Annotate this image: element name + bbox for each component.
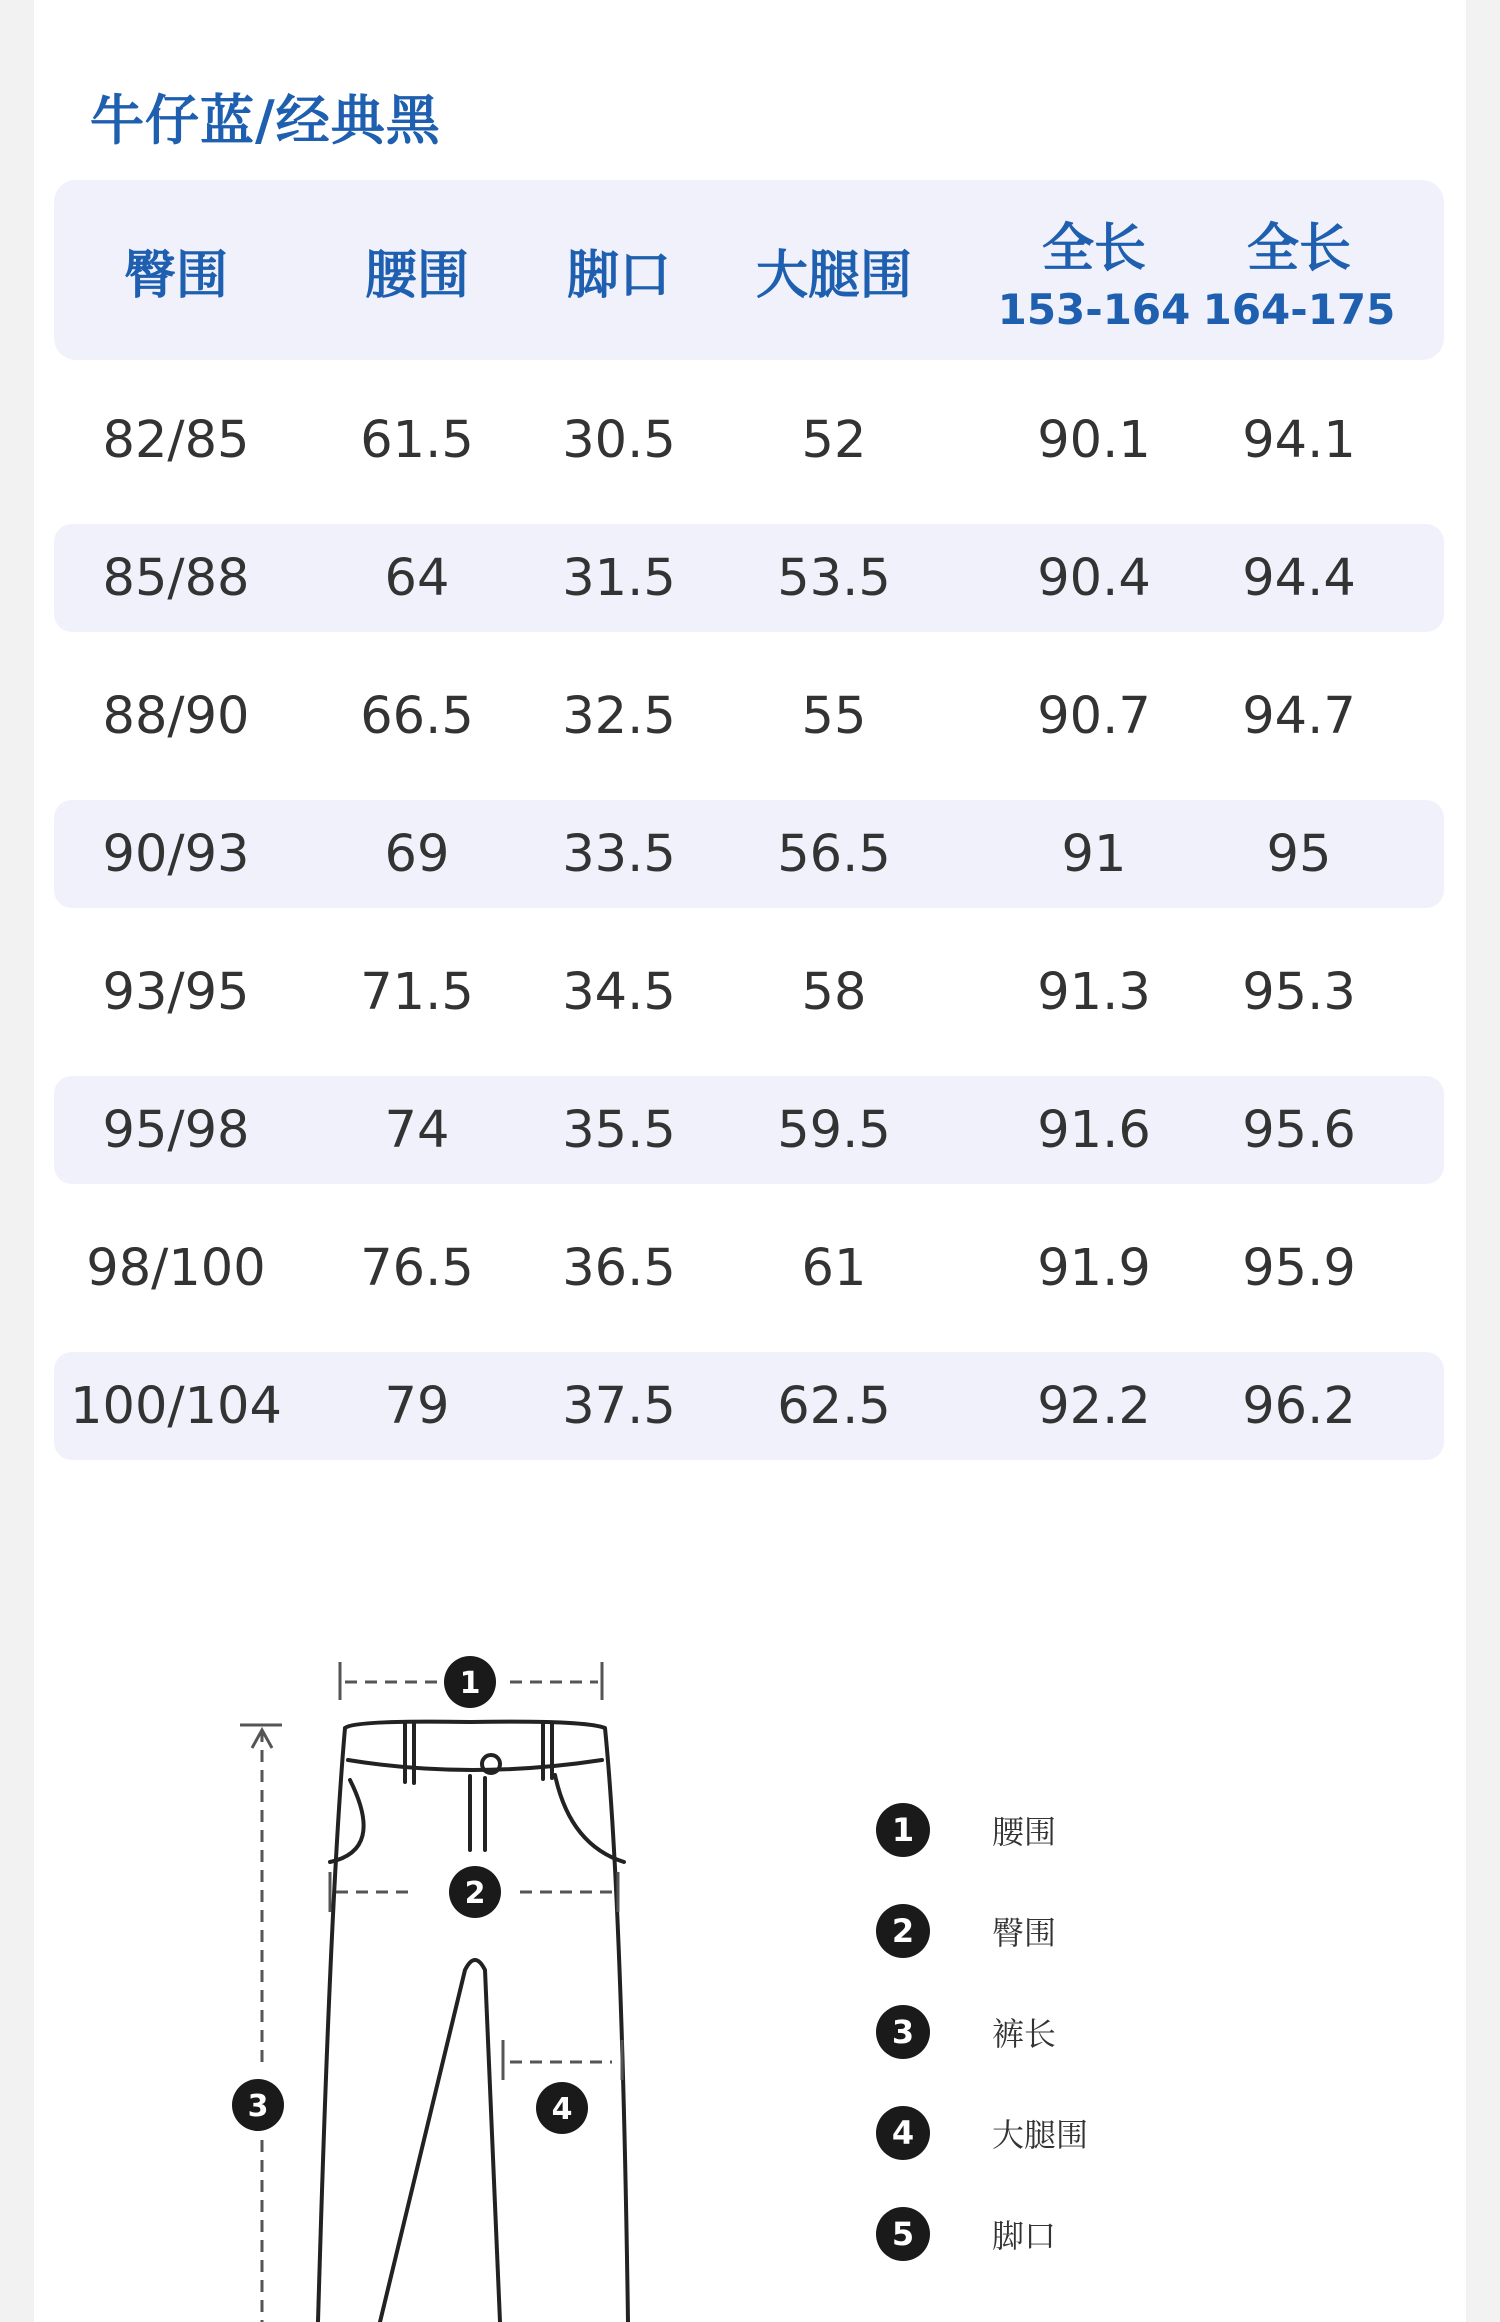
cell-thigh: 55 xyxy=(801,686,867,746)
measure-marker-4 xyxy=(536,2082,588,2134)
svg-text:1: 1 xyxy=(459,1666,481,1701)
cell-waist: 66.5 xyxy=(360,686,474,746)
cell-thigh: 58 xyxy=(801,962,867,1022)
cell-hip: 100/104 xyxy=(70,1376,282,1436)
svg-text:2: 2 xyxy=(464,1876,486,1911)
table-row xyxy=(54,800,1444,908)
header-length-tall xyxy=(1184,180,1414,360)
table-row xyxy=(54,1352,1444,1460)
cell-length-tall: 96.2 xyxy=(1242,1376,1356,1436)
cell-thigh: 52 xyxy=(801,410,867,470)
table-header xyxy=(54,180,1444,360)
legend-label: 大腿围 xyxy=(992,2116,1089,2154)
legend-label: 臀围 xyxy=(992,1914,1057,1952)
table-row xyxy=(54,524,1444,632)
legend-badge: 1 xyxy=(876,1803,930,1857)
cell-waist: 74 xyxy=(384,1100,450,1160)
measure-marker-2 xyxy=(449,1866,501,1918)
measure-marker-3 xyxy=(232,2079,284,2131)
header-label: 全长 xyxy=(1246,219,1351,279)
cell-hip: 85/88 xyxy=(102,548,250,608)
legend-label: 裤长 xyxy=(992,2015,1057,2053)
header-thigh xyxy=(714,180,954,360)
legend-label: 脚口 xyxy=(992,2217,1057,2255)
cell-thigh: 56.5 xyxy=(777,824,891,884)
page-title: 牛仔蓝/经典黑 xyxy=(90,89,441,152)
cell-waist: 76.5 xyxy=(360,1238,474,1298)
measure-marker-1 xyxy=(444,1656,496,1708)
cell-hem: 36.5 xyxy=(562,1238,676,1298)
legend-item xyxy=(876,1800,1056,1860)
cell-length-short: 91.6 xyxy=(1037,1100,1151,1160)
table-row xyxy=(54,1214,1444,1322)
cell-hip: 98/100 xyxy=(86,1238,266,1298)
cell-length-tall: 94.7 xyxy=(1242,686,1356,746)
header-height-range: 153-164 xyxy=(997,285,1191,334)
cell-length-short: 91.3 xyxy=(1037,962,1151,1022)
cell-length-tall: 95.9 xyxy=(1242,1238,1356,1298)
cell-hem: 31.5 xyxy=(562,548,676,608)
cell-length-tall: 95.3 xyxy=(1242,962,1356,1022)
cell-length-short: 91.9 xyxy=(1037,1238,1151,1298)
cell-waist: 79 xyxy=(384,1376,450,1436)
cell-hem: 33.5 xyxy=(562,824,676,884)
cell-length-short: 90.1 xyxy=(1037,410,1151,470)
cell-length-tall: 94.1 xyxy=(1242,410,1356,470)
legend-item xyxy=(876,2002,1056,2062)
cell-waist: 64 xyxy=(384,548,450,608)
header-height-range: 164-175 xyxy=(1202,285,1396,334)
header-label: 腰围 xyxy=(364,245,469,306)
legend-badge: 5 xyxy=(876,2207,930,2261)
legend-item xyxy=(876,2204,1056,2264)
cell-length-tall: 95 xyxy=(1266,824,1332,884)
cell-hem: 30.5 xyxy=(562,410,676,470)
header-label: 脚口 xyxy=(566,245,671,306)
legend-badge: 2 xyxy=(876,1904,930,1958)
cell-hem: 35.5 xyxy=(562,1100,676,1160)
cell-length-short: 90.7 xyxy=(1037,686,1151,746)
header-label: 大腿围 xyxy=(755,245,912,306)
cell-hip: 82/85 xyxy=(102,410,250,470)
table-row xyxy=(54,386,1444,494)
header-waist xyxy=(304,180,530,360)
cell-length-tall: 94.4 xyxy=(1242,548,1356,608)
cell-length-short: 91 xyxy=(1061,824,1127,884)
cell-waist: 71.5 xyxy=(360,962,474,1022)
table-row xyxy=(54,1076,1444,1184)
legend-badge: 3 xyxy=(876,2005,930,2059)
cell-thigh: 62.5 xyxy=(777,1376,891,1436)
svg-text:3: 3 xyxy=(247,2089,269,2124)
cell-length-tall: 95.6 xyxy=(1242,1100,1356,1160)
header-label: 全长 xyxy=(1041,219,1146,279)
cell-hem: 34.5 xyxy=(562,962,676,1022)
header-hem xyxy=(514,180,724,360)
cell-waist: 69 xyxy=(384,824,450,884)
cell-hip: 90/93 xyxy=(102,824,250,884)
pants-diagram xyxy=(0,1600,760,2322)
cell-thigh: 53.5 xyxy=(777,548,891,608)
cell-hem: 37.5 xyxy=(562,1376,676,1436)
cell-length-short: 90.4 xyxy=(1037,548,1151,608)
waistband xyxy=(348,1760,602,1770)
table-row xyxy=(54,938,1444,1046)
cell-hip: 95/98 xyxy=(102,1100,250,1160)
cell-hip: 93/95 xyxy=(102,962,250,1022)
cell-waist: 61.5 xyxy=(360,410,474,470)
inseam xyxy=(380,1960,500,2322)
cell-hip: 88/90 xyxy=(102,686,250,746)
header-label: 臀围 xyxy=(123,245,228,306)
legend-label: 腰围 xyxy=(992,1813,1057,1851)
legend-item xyxy=(876,1901,1056,1961)
legend-badge: 4 xyxy=(876,2106,930,2160)
cell-length-short: 92.2 xyxy=(1037,1376,1151,1436)
pants-outline xyxy=(318,1722,628,2322)
table-row xyxy=(54,662,1444,770)
cell-hem: 32.5 xyxy=(562,686,676,746)
legend-item xyxy=(876,2103,1088,2163)
cell-thigh: 61 xyxy=(801,1238,867,1298)
cell-thigh: 59.5 xyxy=(777,1100,891,1160)
header-hip xyxy=(54,180,298,360)
svg-text:4: 4 xyxy=(551,2092,573,2127)
